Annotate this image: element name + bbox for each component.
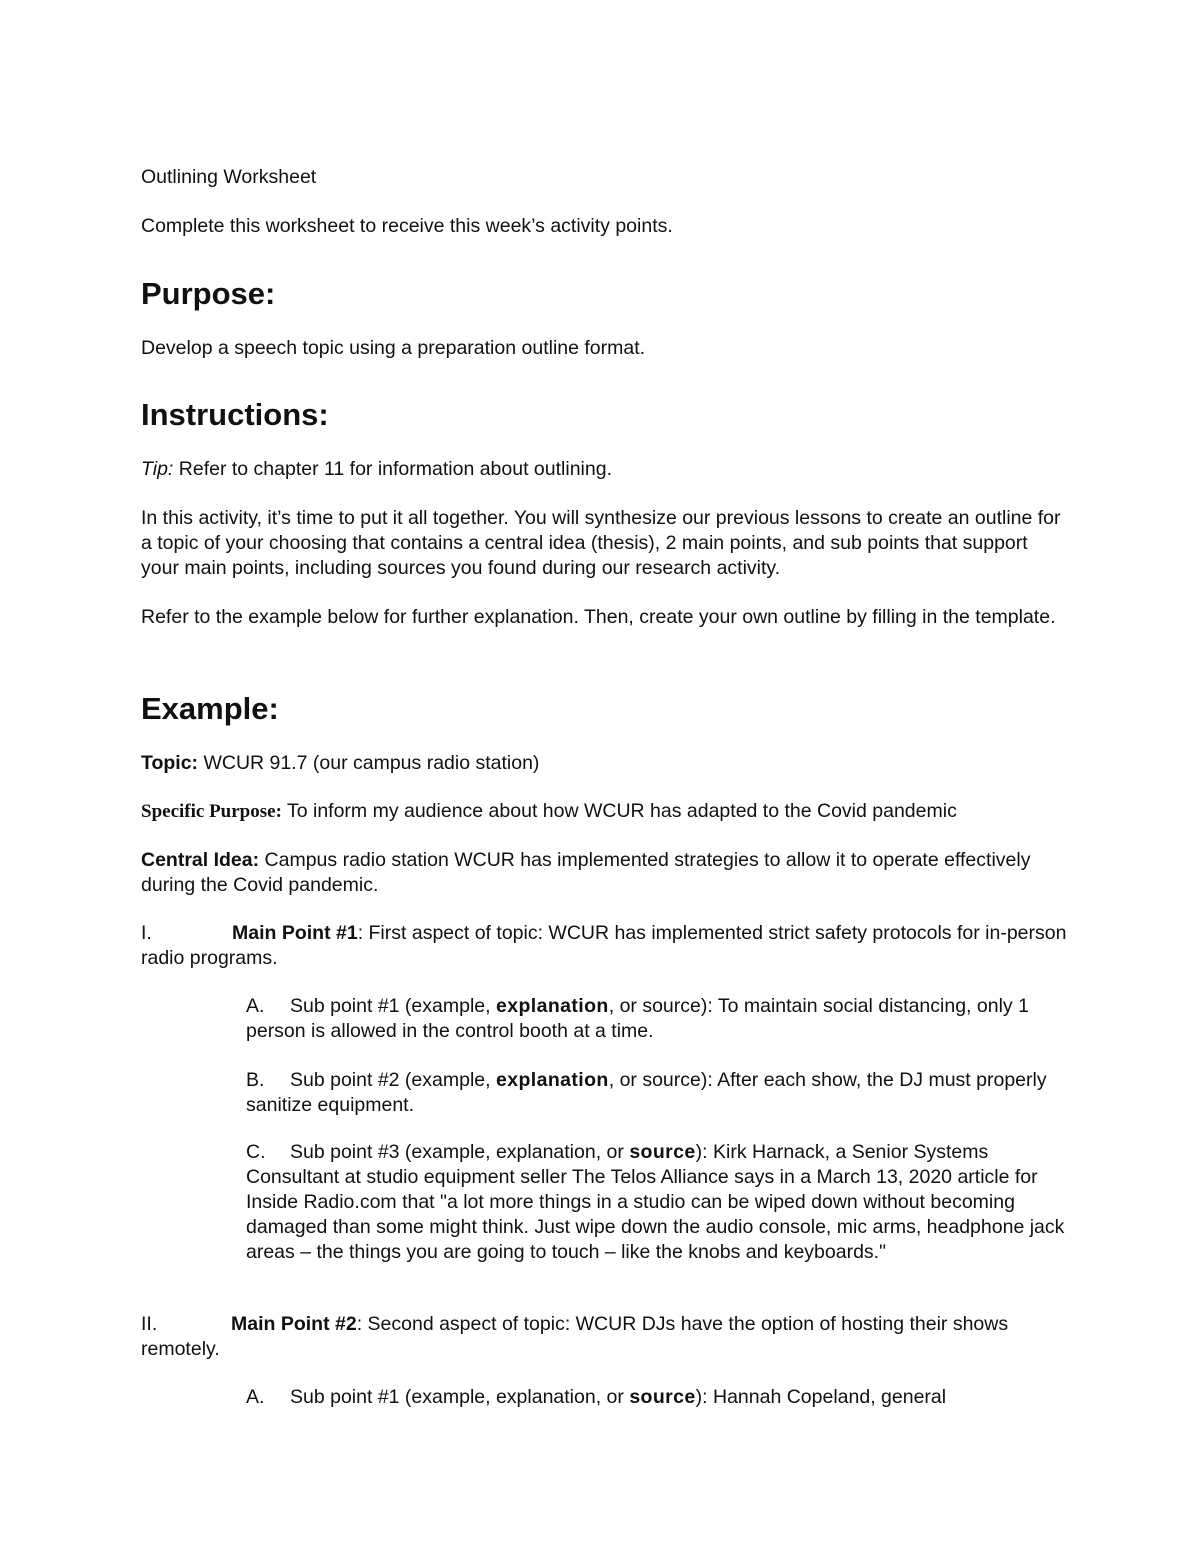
main-point-2 [141,1312,1071,1362]
intro-text: Complete this worksheet to receive this week’s activity points. [141,215,673,237]
topic-text: WCUR 91.7 (our campus radio station) [198,752,540,774]
sub-c-post: ): Kirk Harnack, a Senior Systems Consultant at studio equipment seller The Telos Alliance says in a March 13, 2020 article for Inside Radio.com that "a lot more things in a studio can be wiped down without becoming damaged than some might think. Just wipe down the audio console, mic arms, headphone jack areas – the things you are going to touch – like the knobs and keyboards." [246,1141,1065,1263]
instructions-paragraph-2: Refer to the example below for further explanation. Then, create your own outline by filling in the template. [141,606,1056,628]
main-point-1-numeral: I. [141,922,152,944]
sub-b-pre: Sub point #2 (example, [290,1069,496,1091]
main-point-1-label: Main Point #1 [232,922,358,944]
sub-c-letter: C. [246,1141,266,1163]
mp2-sub-a-letter: A. [246,1386,265,1408]
topic-label: Topic: [141,752,199,774]
specific-purpose-text: To inform my audience about how WCUR has adapted to the Covid pandemic [281,800,957,822]
purpose-heading: Purpose: [141,276,276,311]
sub-a-keyword: explanation [495,995,609,1017]
main-point-1-text: : First aspect of topic: WCUR has implemented strict safety protocols for in-person radio programs. [141,922,1067,969]
sub-a-pre: Sub point #1 (example, [290,995,496,1017]
main-point-1-sub-c [246,1140,1066,1265]
purpose-text: Develop a speech topic using a preparation outline format. [141,337,646,359]
specific-purpose-label: Specific Purpose: [141,801,282,822]
tip-text: Refer to chapter 11 for information about outlining. [173,458,612,480]
sub-c-keyword: source [629,1141,696,1163]
main-point-2-numeral: II. [141,1313,158,1335]
instructions-paragraph-1: In this activity, it’s time to put it all together. You will synthesize our previous lessons to create an outline for a topic of your choosing that contains a central idea (thesis), 2 main points, and sub points that support your main points, including sources you found during our research activity. [141,507,1061,579]
sub-b-keyword: explanation [495,1069,609,1091]
sub-b-letter: B. [246,1069,265,1091]
document-title: Outlining Worksheet [141,166,317,188]
main-point-2-text: : Second aspect of topic: WCUR DJs have the option of hosting their shows remotely. [141,1313,1009,1360]
sub-b-post: , or source): After each show, the DJ must properly sanitize equipment. [246,1069,1047,1116]
mp2-sub-a-pre: Sub point #1 (example, explanation, or [290,1386,630,1408]
main-point-2-sub-a [246,1385,1066,1410]
central-idea-label: Central Idea: [141,849,260,871]
topic-line [141,751,1071,776]
instructions-heading: Instructions: [141,397,329,432]
sub-a-letter: A. [246,995,265,1017]
sub-c-pre: Sub point #3 (example, explanation, or [290,1141,630,1163]
main-point-1 [141,921,1071,971]
main-point-1-sub-a [246,994,1066,1044]
central-idea-text: Campus radio station WCUR has implemented strategies to allow it to operate effectively during the Covid pandemic. [141,849,1031,896]
central-idea-line [141,848,1071,898]
tip-line [141,457,1071,482]
main-point-2-label: Main Point #2 [231,1313,357,1335]
main-point-1-sub-b [246,1068,1066,1118]
mp2-sub-a-keyword: source [629,1386,696,1408]
specific-purpose-line [141,799,1071,824]
mp2-sub-a-post: ): Hannah Copeland, general [695,1386,947,1408]
sub-a-post: , or source): To maintain social distancing, only 1 person is allowed in the control booth at a time. [246,995,1029,1042]
example-heading: Example: [141,691,279,726]
tip-label: Tip: [141,458,174,480]
